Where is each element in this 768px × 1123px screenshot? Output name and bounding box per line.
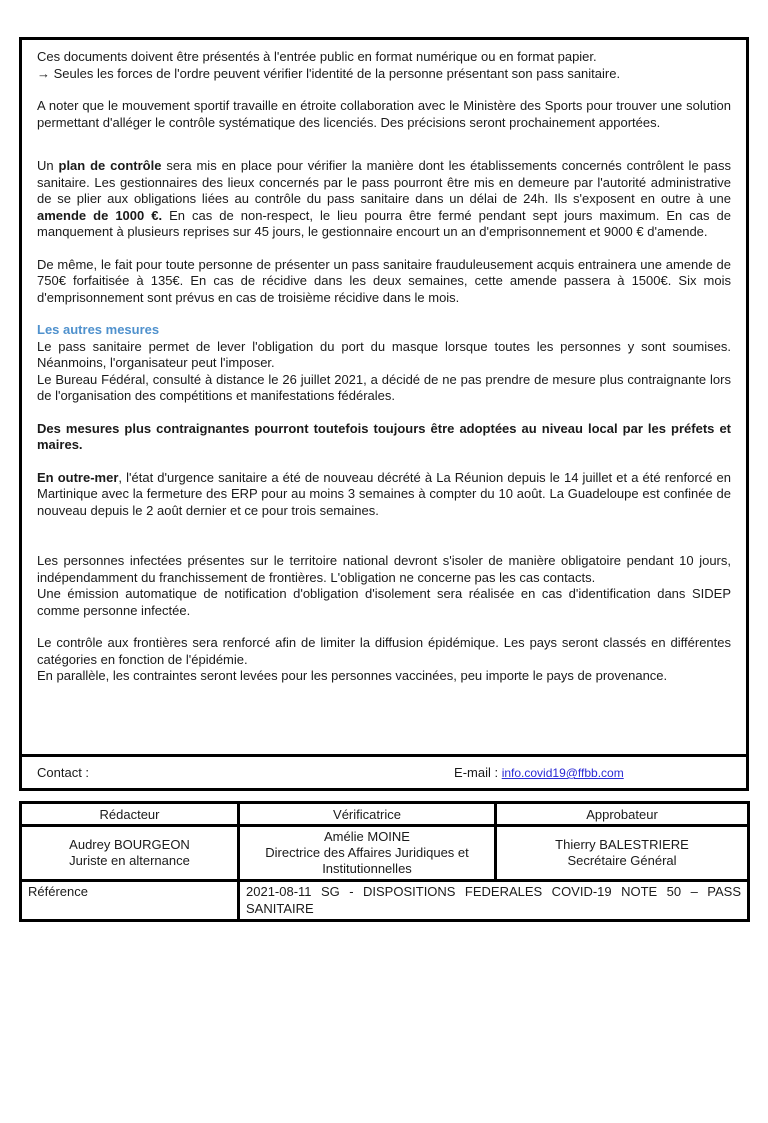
heading-autres-mesures <box>37 322 731 339</box>
para-forces-ordre <box>37 66 731 83</box>
approbateur-role: Secrétaire Général <box>567 853 677 868</box>
email-group <box>454 764 624 782</box>
approval-people-row <box>21 826 749 881</box>
para-isolement <box>37 553 731 586</box>
text-run: , l'état d'urgence sanitaire a été de nouveau décrété à La Réunion depuis le 14 juillet et a été renforcé en Martinique avec la fermeture des ERP pour au moins 3 semaines à compter du 10 août. La Guadeloupe est confinée de nouveau depuis le 2 août dernier et ce pour trois semaines. <box>37 469 731 518</box>
approbateur-cell <box>496 826 749 881</box>
document-body <box>22 40 746 754</box>
para-ministere-sports <box>37 98 731 131</box>
document-page <box>19 37 749 922</box>
redacteur-role: Juriste en alternance <box>69 853 190 868</box>
verificatrice-name: Amélie MOINE <box>324 829 410 844</box>
contact-row <box>22 754 746 788</box>
para-notification-sidep <box>37 586 731 619</box>
approval-header-row <box>21 803 749 826</box>
bold-text-run: Les autres mesures <box>37 322 160 337</box>
text-run: En parallèle, les contraintes seront levées pour les personnes vaccinées, peu importe le pays de provenance. <box>37 668 668 683</box>
para-vaccines <box>37 668 731 685</box>
para-mesures-locales <box>37 421 731 454</box>
note-box <box>19 37 749 791</box>
approbateur-name: Thierry BALESTRIERE <box>555 837 689 852</box>
text-run: Un <box>37 158 59 173</box>
bold-text-run: plan de contrôle <box>58 158 162 173</box>
text-run: De même, le fait pour toute personne de présenter un pass sanitaire frauduleusement acquis entrainera une amende de 750€ forfaitisée à 135€. En cas de récidive dans les deux semaines, cette amende passera à 1500€. Six mois d'emprisonnement sont prévus en cas de troisième récidive dans le mois. <box>37 256 731 305</box>
text-run: Le Bureau Fédéral, consulté à distance le 26 juillet 2021, a décidé de ne pas prendre de mesure plus contraignante lors de l'organisation des compétitions et manifestations fédérales. <box>37 371 731 403</box>
para-documents-presentation <box>37 49 731 66</box>
redacteur-name: Audrey BOURGEON <box>69 837 190 852</box>
text-run: sera mis en place pour vérifier la manière dont les établissements concernés contrôlent le pass sanitaire. Les gestionnaires des lieux concernés par le pass pourront être mis en demeure par l'autorité administrative de se plier aux obligations liées au contrôle du pass sanitaire dans un délai de 24h. Ils s'exposent en outre à une <box>37 158 732 206</box>
verificatrice-cell <box>239 826 496 881</box>
bold-text-run: amende de 1000 €. <box>37 207 163 223</box>
para-controle-frontieres <box>37 635 731 668</box>
header-verificatrice: Vérificatrice <box>239 803 496 826</box>
header-approbateur: Approbateur <box>496 803 749 826</box>
header-redacteur: Rédacteur <box>21 803 239 826</box>
text-run: Le pass sanitaire permet de lever l'obligation du port du masque lorsque toutes les personnes y sont soumises. Néanmoins, l'organisateur peut l'imposer. <box>37 338 731 370</box>
text-run: → Seules les forces de l'ordre peuvent vérifier l'identité de la personne présentant son pass sanitaire. <box>37 65 621 81</box>
text-run: Les personnes infectées présentes sur le territoire national devront s'isoler de manière obligatoire pendant 10 jours, indépendamment du franchissement de frontières. L'obligation ne concerne pas les cas contacts. <box>37 553 731 585</box>
bold-text-run: En outre-mer <box>37 469 119 485</box>
text-run: En cas de non-respect, le lieu pourra être fermé pendant sept jours maximum. En cas de manquement à plusieurs reprises sur 45 jours, le gestionnaire encourt un an d'emprisonnement et 9000 € d'amende. <box>37 207 732 239</box>
reference-value-cell: 2021-08-11 SG - DISPOSITIONS FEDERALES COVID-19 NOTE 50 – PASS SANITAIRE <box>239 881 749 921</box>
para-plan-controle <box>37 158 731 241</box>
text-run: Le contrôle aux frontières sera renforcé afin de limiter la diffusion épidémique. Les pays seront classés en différentes catégories en fonction de l'épidémie. <box>37 635 731 667</box>
bold-text-run: Des mesures plus contraignantes pourront toutefois toujours être adoptées au niveau local par les préfets et maires. <box>37 420 731 452</box>
approval-table <box>19 801 750 922</box>
para-port-masque <box>37 339 731 372</box>
email-label: E-mail : <box>454 765 502 780</box>
contact-label: Contact : <box>37 765 90 780</box>
para-pass-frauduleux <box>37 257 731 307</box>
para-bureau-federal <box>37 372 731 405</box>
verificatrice-role: Directrice des Affaires Juridiques et Institutionnelles <box>265 845 469 876</box>
text-run: Ces documents doivent être présentés à l'entrée public en format numérique ou en format papier. <box>37 49 597 64</box>
reference-label-cell: Référence <box>21 881 239 921</box>
para-outre-mer <box>37 470 731 520</box>
text-run: Une émission automatique de notification d'obligation d'isolement sera réalisée en cas d'identification dans SIDEP comme personne infectée. <box>37 586 731 618</box>
redacteur-cell <box>21 826 239 881</box>
text-run: A noter que le mouvement sportif travaille en étroite collaboration avec le Ministère des Sports pour trouver une solution permettant d'alléger le contrôle systématique des licenciés. Des précisions seront prochainement apportées. <box>37 98 731 130</box>
reference-row <box>21 881 749 921</box>
email-link[interactable]: info.covid19@ffbb.com <box>501 766 624 780</box>
